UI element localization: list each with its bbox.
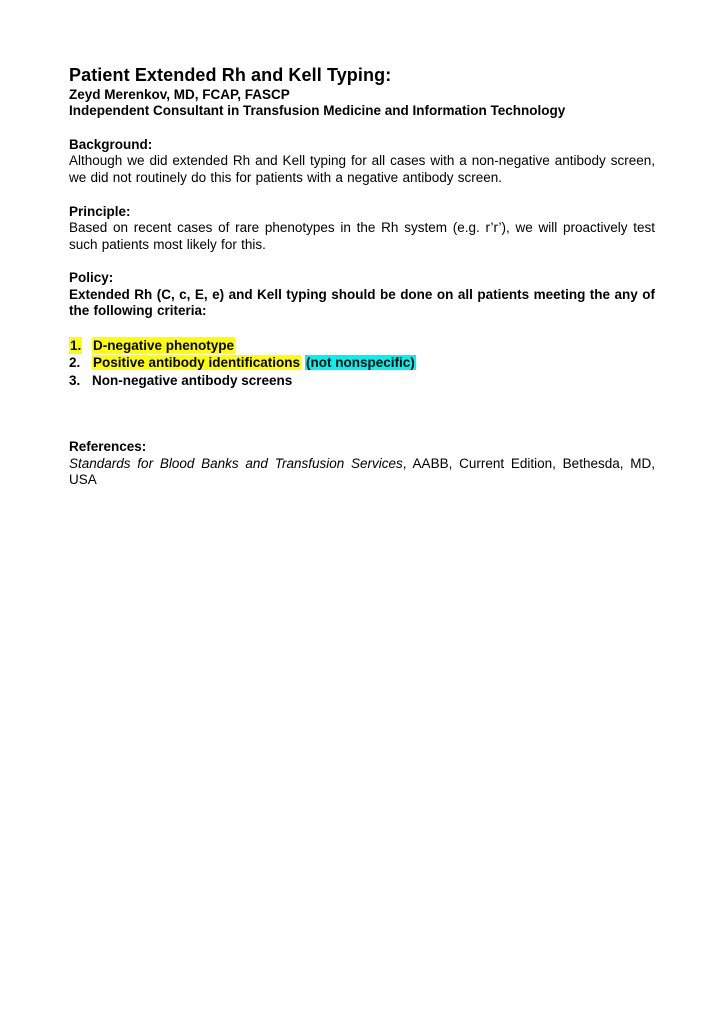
references-heading: References: xyxy=(69,439,147,455)
principle-body: Based on recent cases of rare phenotypes in the Rh system (e.g. r’r’), we will proactively test such patients most likely for this. xyxy=(69,219,655,252)
criteria-text-highlighted-yellow: D-negative phenotype xyxy=(93,337,235,353)
criteria-text-highlighted-cyan: (not nonspecific) xyxy=(306,355,415,371)
criteria-item-non-negative xyxy=(69,372,655,390)
criteria-item-d-negative xyxy=(69,337,655,355)
item-number-text: 2. xyxy=(69,355,81,371)
criteria-item-positive-antibody xyxy=(69,354,655,372)
item-number xyxy=(69,337,92,355)
item-number-text: 3. xyxy=(69,372,81,388)
references-section xyxy=(69,439,655,489)
item-number-text: 1. xyxy=(70,337,82,353)
item-number xyxy=(69,372,92,390)
policy-body: Extended Rh (C, c, E, e) and Kell typing should be done on all patients meeting the any of the following criteria: xyxy=(69,286,655,319)
document-title: Patient Extended Rh and Kell Typing: xyxy=(69,65,392,85)
criteria-text: Non-negative antibody screens xyxy=(92,372,293,388)
background-section xyxy=(69,137,655,187)
policy-heading: Policy: xyxy=(69,270,114,286)
item-number xyxy=(69,354,92,372)
criteria-list xyxy=(69,337,655,390)
author-role-line: Independent Consultant in Transfusion Medicine and Information Technology xyxy=(69,103,566,119)
principle-section xyxy=(69,204,655,254)
references-body xyxy=(69,456,655,489)
reference-source-details: , AABB, Current Edition, Bethesda, MD, USA xyxy=(69,455,655,488)
principle-heading: Principle: xyxy=(69,203,131,219)
background-heading: Background: xyxy=(69,136,153,152)
criteria-text-mixed xyxy=(92,354,416,372)
criteria-text-highlighted-yellow: Positive antibody identifications xyxy=(93,355,301,371)
author-line: Zeyd Merenkov, MD, FCAP, FASCP xyxy=(69,86,290,102)
reference-source-title: Standards for Blood Banks and Transfusion Services xyxy=(69,455,403,471)
background-body: Although we did extended Rh and Kell typing for all cases with a non-negative antibody screen, we did not routinely do this for patients with a negative antibody screen. xyxy=(69,153,655,185)
policy-section xyxy=(69,270,655,320)
